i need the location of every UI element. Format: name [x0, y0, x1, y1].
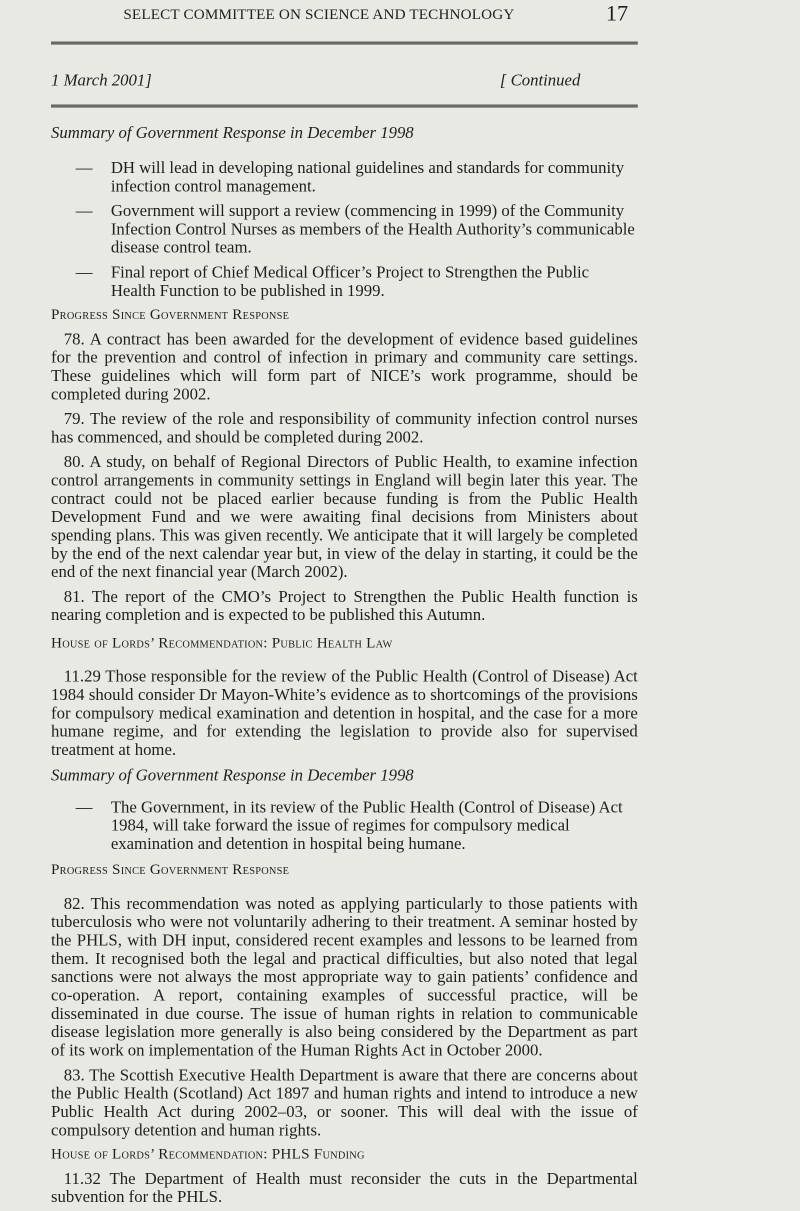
summary-bullet: [76, 798, 638, 853]
recommendation-heading: House of Lords’ Recommendation: PHLS Funding: [51, 1145, 365, 1163]
summary-heading: Summary of Government Response in December 1998: [51, 765, 414, 785]
paragraph-text: 11.32 The Department of Health must reconsider the cuts in the Departmental subvention for the PHLS.: [51, 1168, 638, 1207]
paragraph-text: 82. This recommendation was noted as applying particularly to those patients with tuberculosis who were not voluntarily adhering to their treatment. A seminar hosted by the PHLS, with DH input, considered recent examples and lessons to be learned from them. It recognised both the legal and practical difficulties, but also noted that legal sanctions were not always the most appropriate way to gain patients’ confidence and co-operation. A report, containing examples of successful practice, will be disseminated in due course. The issue of human rights in relation to communicable disease legislation more generally is also being considered by the Department as part of its work on implementation of the Human Rights Act in October 2000.: [51, 893, 638, 1060]
summary-heading: Summary of Government Response in December 1998: [51, 122, 414, 142]
page-number: 17: [605, 1, 629, 27]
bullet-text: The Government, in its review of the Public Health (Control of Disease) Act 1984, will take forward the issue of regimes for compulsory medical examination and detention in hospital being humane.: [110, 797, 623, 854]
paragraph-text: 81. The report of the CMO’s Project to Strengthen the Public Health function is nearing completion and is expected to be published this Autumn.: [51, 586, 638, 625]
header-rule-top: [51, 41, 638, 44]
dash-marker: —: [75, 797, 93, 817]
recommendation-paragraph: [51, 667, 638, 759]
paragraph: [51, 453, 638, 581]
dash-marker: —: [75, 200, 93, 221]
bullet-text: Government will support a review (commencing in 1999) of the Community Infection Control Nurses as members of the Health Authority’s communicable disease control team.: [110, 200, 635, 257]
paragraph-text: 80. A study, on behalf of Regional Directors of Public Health, to examine infection control arrangements in community settings in England will begin later this year. The contract could not be placed earlier because funding is from the Public Health Development Fund and we were awaiting final decisions from Ministers about spending plans. This was given recently. We anticipate that it will largely be completed by the end of the next calendar year but, in view of the delay in starting, it could be the end of the next financial year (March 2002).: [51, 452, 638, 582]
paragraph-text: 79. The review of the role and responsibility of community infection control nurses has commenced, and should be completed during 2002.: [51, 408, 638, 447]
bullet-text: Final report of Chief Medical Officer’s Project to Strengthen the Public Health Function to be published in 1999.: [110, 262, 590, 300]
bullet-text: DH will lead in developing national guidelines and standards for community infection control management.: [110, 157, 625, 196]
date-line: 1 March 2001]: [51, 70, 152, 90]
paragraph: [51, 330, 638, 403]
recommendation-paragraph: [51, 1170, 638, 1207]
dash-marker: —: [75, 262, 93, 282]
paragraph: [51, 410, 638, 447]
paragraph-text: 11.29 Those responsible for the review of the Public Health (Control of Disease) Act 1984 should consider Dr Mayon-White’s evidence as to shortcomings of the provisions for compulsory medical examination and detention in hospital, and the case for a more humane regime, and for extending the legislation to provide also for supervised treatment at home.: [51, 666, 638, 759]
recommendation-heading: House of Lords’ Recommendation: Public Health Law: [51, 634, 393, 652]
dash-marker: —: [75, 157, 93, 177]
progress-heading: Progress Since Government Response: [51, 861, 290, 878]
running-head: SELECT COMMITTEE ON SCIENCE AND TECHNOLOGY: [123, 6, 515, 24]
paragraph: [51, 1066, 638, 1139]
paragraph: [51, 588, 638, 625]
header-rule-bottom: [51, 104, 638, 107]
paragraph-text: 83. The Scottish Executive Health Department is aware that there are concerns about the Public Health (Scotland) Act 1897 and human rights and intend to introduce a new Public Health Act during 2002–03, or sooner. This will deal with the issue of compulsory detention and human rights.: [51, 1065, 638, 1140]
paragraph-text: 78. A contract has been awarded for the development of evidence based guidelines for the prevention and control of infection in primary and community care settings. These guidelines which will form part of NICE’s work programme, should be completed during 2002.: [51, 329, 638, 404]
summary-bullet: [76, 202, 638, 257]
continued-label: [ Continued: [499, 70, 581, 90]
paragraph: [51, 894, 638, 1059]
progress-heading: Progress Since Government Response: [51, 306, 290, 323]
summary-bullet: [76, 263, 638, 300]
summary-bullet: [76, 159, 638, 196]
